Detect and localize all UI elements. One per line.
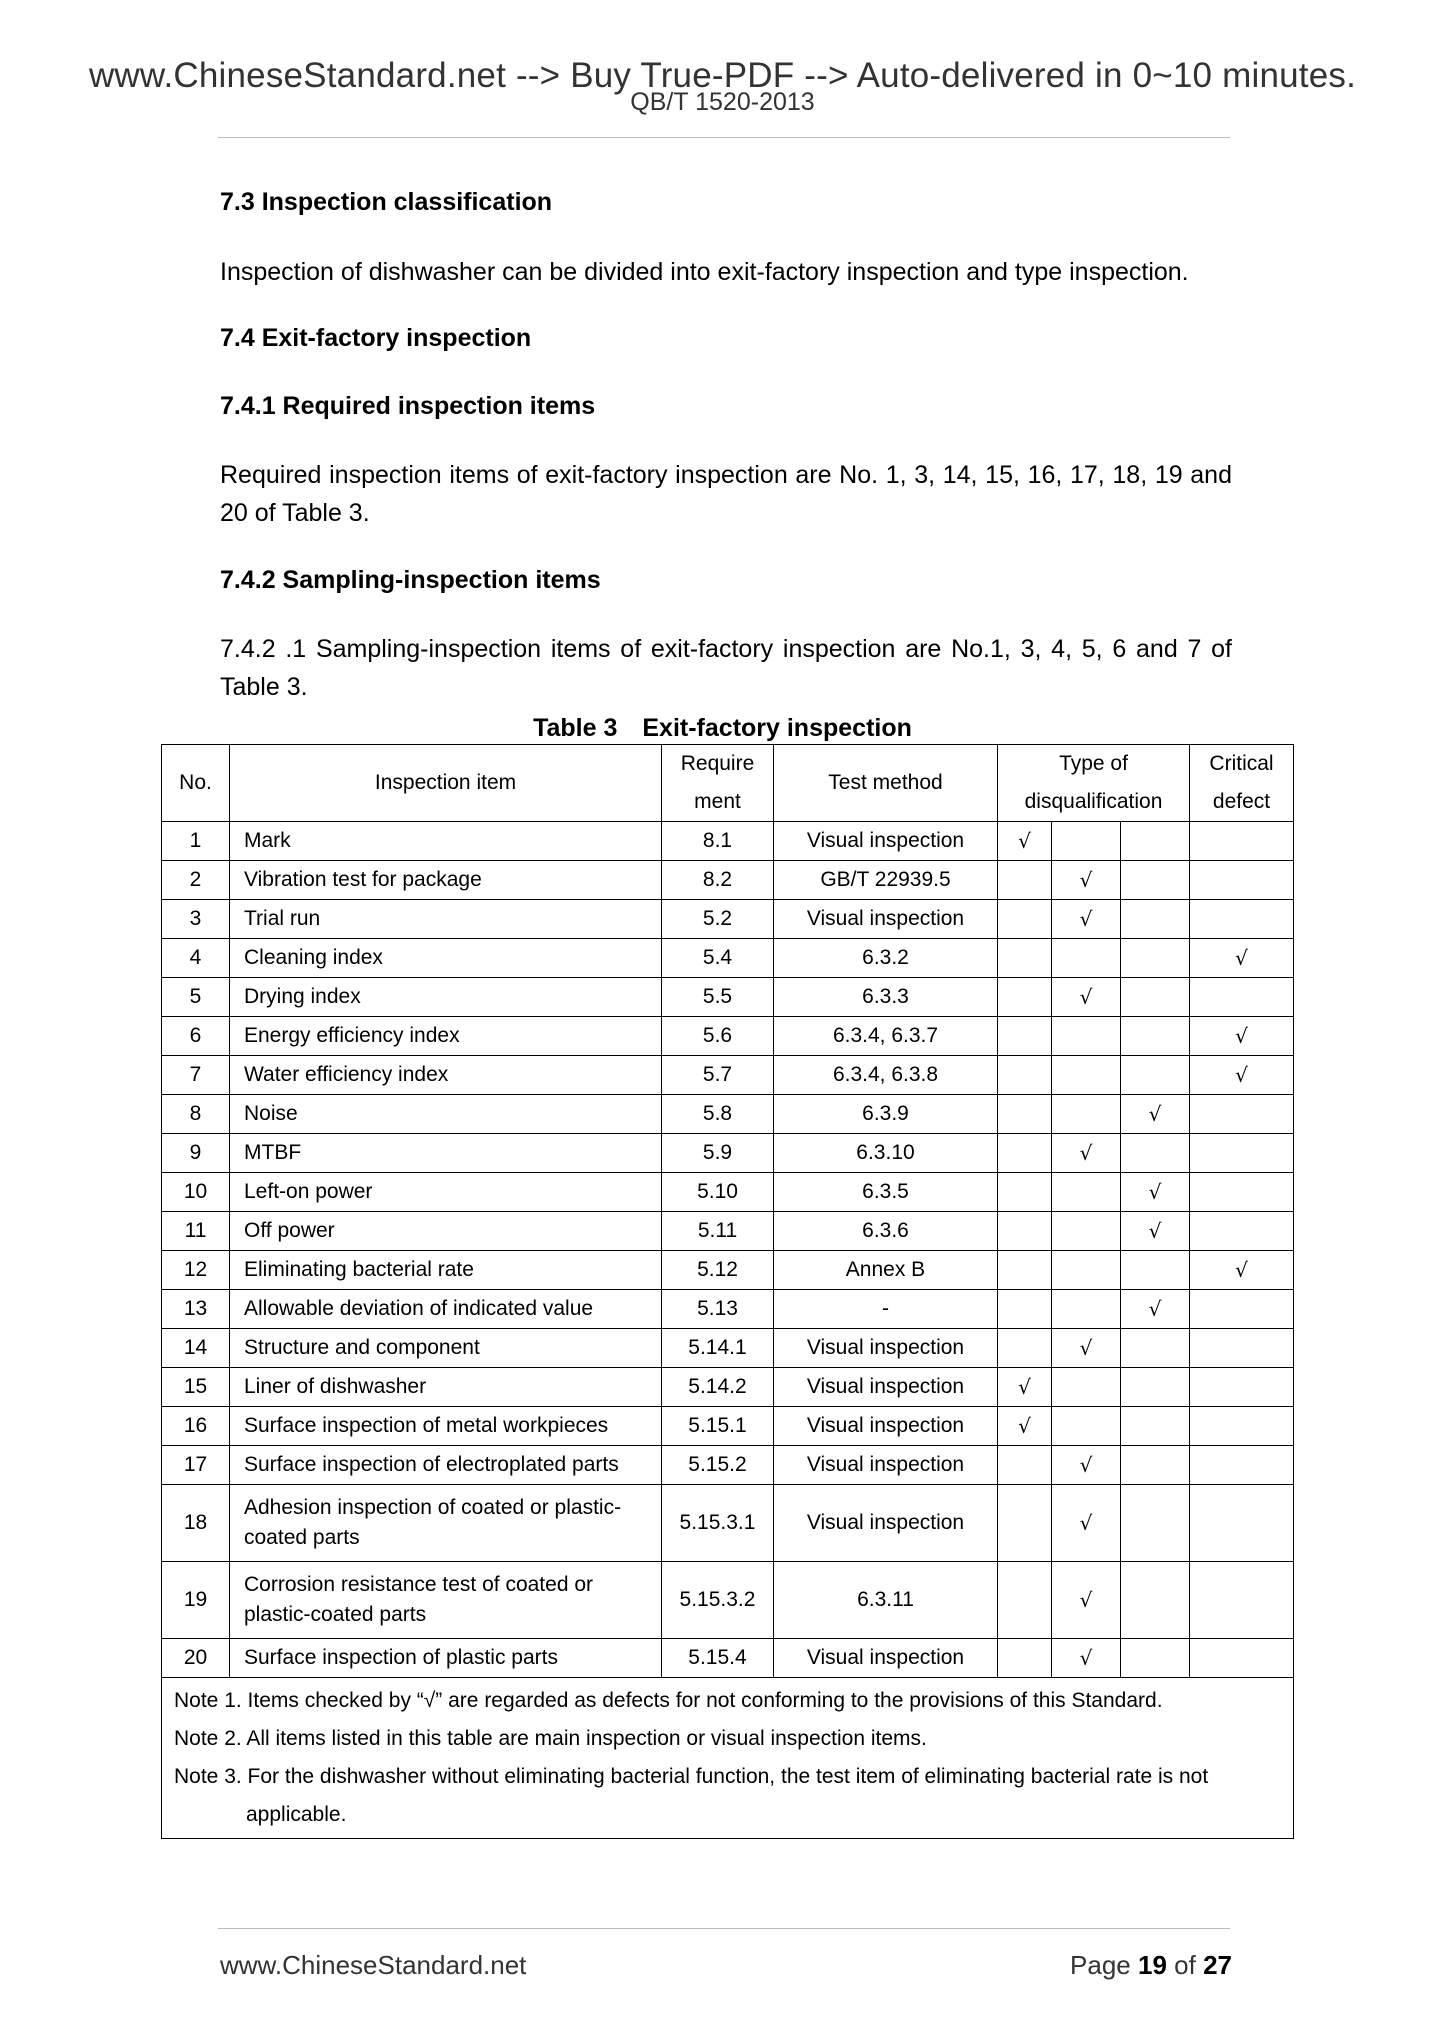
table-row xyxy=(162,900,1294,939)
row-disqualification-cell-3 xyxy=(1121,1407,1190,1446)
row-inspection-item: Left-on power xyxy=(230,1173,662,1212)
row-test-method: Visual inspection xyxy=(774,822,998,861)
check-mark: √ xyxy=(1018,829,1031,853)
row-test-method: 6.3.9 xyxy=(774,1095,998,1134)
section-7-3-text: Inspection of dishwasher can be divided into exit-factory inspection and type inspection. xyxy=(220,258,1189,286)
header-inspection-item: Inspection item xyxy=(230,745,662,822)
row-requirement: 5.4 xyxy=(662,939,774,978)
row-disqualification-cell-3 xyxy=(1121,900,1190,939)
table-notes-row xyxy=(162,1678,1294,1839)
row-no: 20 xyxy=(162,1639,230,1678)
row-no: 4 xyxy=(162,939,230,978)
row-disqualification-cell-1 xyxy=(998,822,1052,861)
row-test-method: 6.3.11 xyxy=(774,1562,998,1639)
row-test-method: 6.3.3 xyxy=(774,978,998,1017)
table-row xyxy=(162,1095,1294,1134)
row-disqualification-cell-1 xyxy=(998,900,1052,939)
table-row xyxy=(162,1056,1294,1095)
row-no: 14 xyxy=(162,1329,230,1368)
table-row xyxy=(162,1173,1294,1212)
page-of: of xyxy=(1174,1950,1196,1980)
row-inspection-item: Drying index xyxy=(230,978,662,1017)
row-disqualification-cell-1 xyxy=(998,1329,1052,1368)
table-row xyxy=(162,939,1294,978)
row-disqualification-cell-2 xyxy=(1052,1485,1121,1562)
row-requirement: 5.15.1 xyxy=(662,1407,774,1446)
row-disqualification-cell-3 xyxy=(1121,1290,1190,1329)
footer-divider xyxy=(218,1928,1230,1929)
row-critical-defect-cell xyxy=(1190,1290,1294,1329)
check-mark: √ xyxy=(1148,1297,1162,1321)
row-test-method: 6.3.2 xyxy=(774,939,998,978)
table-row xyxy=(162,1562,1294,1639)
row-disqualification-cell-1 xyxy=(998,1212,1052,1251)
row-disqualification-cell-3 xyxy=(1121,1056,1190,1095)
row-disqualification-cell-2 xyxy=(1052,1562,1121,1639)
row-test-method: Annex B xyxy=(774,1251,998,1290)
row-test-method: Visual inspection xyxy=(774,1446,998,1485)
row-disqualification-cell-1 xyxy=(998,1368,1052,1407)
row-disqualification-cell-2 xyxy=(1052,939,1121,978)
check-mark: √ xyxy=(1235,946,1248,970)
row-no: 9 xyxy=(162,1134,230,1173)
row-inspection-item: Cleaning index xyxy=(230,939,662,978)
row-disqualification-cell-3 xyxy=(1121,939,1190,978)
header-critical-line1: Critical xyxy=(1209,752,1274,775)
row-no: 15 xyxy=(162,1368,230,1407)
note-line: Note 1. Items checked by “√” are regarded as defects for not conforming to the provisions of this Standard. xyxy=(174,1689,1163,1712)
row-disqualification-cell-3 xyxy=(1121,1329,1190,1368)
row-inspection-item: Water efficiency index xyxy=(230,1056,662,1095)
row-disqualification-cell-3 xyxy=(1121,1173,1190,1212)
row-disqualification-cell-2 xyxy=(1052,1017,1121,1056)
section-7-4-1-text: Required inspection items of exit-factory inspection are No. 1, 3, 14, 15, 16, 17, 18, 19 and 20 of Table 3. xyxy=(220,461,1232,527)
row-critical-defect-cell xyxy=(1190,1134,1294,1173)
header-critical-defect xyxy=(1190,745,1294,822)
row-critical-defect-cell xyxy=(1190,1368,1294,1407)
table-row xyxy=(162,1251,1294,1290)
section-7-4-2-1-text: 7.4.2 .1 Sampling-inspection items of exit-factory inspection are No.1, 3, 4, 5, 6 and 7 of Table 3. xyxy=(220,635,1232,701)
row-inspection-item xyxy=(230,1562,662,1639)
row-critical-defect-cell xyxy=(1190,939,1294,978)
table-header-row xyxy=(162,745,1294,822)
row-disqualification-cell-2 xyxy=(1052,1095,1121,1134)
header-test-method: Test method xyxy=(774,745,998,822)
row-no: 6 xyxy=(162,1017,230,1056)
row-disqualification-cell-2 xyxy=(1052,978,1121,1017)
check-mark: √ xyxy=(1079,1453,1093,1477)
page-number xyxy=(1070,1950,1232,1981)
row-inspection-item: Surface inspection of plastic parts xyxy=(230,1639,662,1678)
row-critical-defect-cell xyxy=(1190,861,1294,900)
row-requirement: 5.15.4 xyxy=(662,1639,774,1678)
row-inspection-item: Allowable deviation of indicated value xyxy=(230,1290,662,1329)
row-no: 19 xyxy=(162,1562,230,1639)
row-no: 18 xyxy=(162,1485,230,1562)
header-type-of-disqualification xyxy=(998,745,1190,822)
row-requirement: 5.15.3.1 xyxy=(662,1485,774,1562)
header-critical-line2: defect xyxy=(1212,790,1271,813)
row-no: 5 xyxy=(162,978,230,1017)
header-type-line1: Type of xyxy=(1059,752,1128,775)
table-caption: Table 3 Exit-factory inspection xyxy=(533,714,912,742)
row-inspection-item-line2: plastic-coated parts xyxy=(244,1603,427,1626)
row-test-method: Visual inspection xyxy=(774,1485,998,1562)
row-inspection-item: Off power xyxy=(230,1212,662,1251)
check-mark: √ xyxy=(1235,1258,1248,1282)
row-no: 10 xyxy=(162,1173,230,1212)
row-disqualification-cell-1 xyxy=(998,1173,1052,1212)
row-disqualification-cell-1 xyxy=(998,1562,1052,1639)
row-requirement: 5.2 xyxy=(662,900,774,939)
row-disqualification-cell-1 xyxy=(998,1095,1052,1134)
check-mark: √ xyxy=(1079,868,1093,892)
row-inspection-item: Structure and component xyxy=(230,1329,662,1368)
check-mark: √ xyxy=(1079,1141,1093,1165)
row-requirement: 5.5 xyxy=(662,978,774,1017)
row-no: 12 xyxy=(162,1251,230,1290)
row-disqualification-cell-1 xyxy=(998,1056,1052,1095)
row-requirement: 8.2 xyxy=(662,861,774,900)
row-disqualification-cell-2 xyxy=(1052,1639,1121,1678)
table-row xyxy=(162,1017,1294,1056)
row-critical-defect-cell xyxy=(1190,900,1294,939)
row-critical-defect-cell xyxy=(1190,1329,1294,1368)
section-7-4-1-title: 7.4.1 Required inspection items xyxy=(220,392,596,420)
header-requirement-line1: Require xyxy=(680,752,755,775)
header-divider xyxy=(218,137,1230,138)
row-requirement: 5.11 xyxy=(662,1212,774,1251)
row-requirement: 8.1 xyxy=(662,822,774,861)
check-mark: √ xyxy=(1079,1646,1093,1670)
check-mark: √ xyxy=(1235,1063,1248,1087)
check-mark: √ xyxy=(1079,1588,1093,1612)
section-7-4-2-title: 7.4.2 Sampling-inspection items xyxy=(220,566,601,594)
check-mark: √ xyxy=(1018,1414,1031,1438)
row-disqualification-cell-2 xyxy=(1052,900,1121,939)
row-no: 7 xyxy=(162,1056,230,1095)
page-current: 19 xyxy=(1138,1950,1167,1980)
row-disqualification-cell-2 xyxy=(1052,1173,1121,1212)
table-row xyxy=(162,1290,1294,1329)
exit-factory-inspection-table xyxy=(161,744,1294,1839)
row-disqualification-cell-2 xyxy=(1052,1407,1121,1446)
row-test-method: - xyxy=(774,1290,998,1329)
page-total: 27 xyxy=(1203,1950,1232,1980)
check-mark: √ xyxy=(1079,907,1093,931)
table-row xyxy=(162,1134,1294,1173)
row-disqualification-cell-1 xyxy=(998,1017,1052,1056)
row-requirement: 5.9 xyxy=(662,1134,774,1173)
row-test-method: 6.3.6 xyxy=(774,1212,998,1251)
row-no: 16 xyxy=(162,1407,230,1446)
row-test-method: 6.3.4, 6.3.8 xyxy=(774,1056,998,1095)
row-disqualification-cell-1 xyxy=(998,1639,1052,1678)
table-row xyxy=(162,1407,1294,1446)
row-requirement: 5.15.2 xyxy=(662,1446,774,1485)
row-critical-defect-cell xyxy=(1190,1485,1294,1562)
section-7-4-title: 7.4 Exit-factory inspection xyxy=(220,324,532,352)
row-disqualification-cell-3 xyxy=(1121,1562,1190,1639)
check-mark: √ xyxy=(1079,1511,1093,1535)
row-inspection-item: Energy efficiency index xyxy=(230,1017,662,1056)
row-critical-defect-cell xyxy=(1190,1251,1294,1290)
row-disqualification-cell-1 xyxy=(998,1485,1052,1562)
row-inspection-item: Trial run xyxy=(230,900,662,939)
row-disqualification-cell-2 xyxy=(1052,861,1121,900)
row-no: 13 xyxy=(162,1290,230,1329)
banner-text: www.ChineseStandard.net --> Buy True-PDF --> Auto-delivered in 0~10 minutes. xyxy=(88,56,1357,95)
row-critical-defect-cell xyxy=(1190,978,1294,1017)
row-disqualification-cell-3 xyxy=(1121,1134,1190,1173)
footer-site: www.ChineseStandard.net xyxy=(220,1950,527,1980)
check-mark: √ xyxy=(1235,1024,1248,1048)
row-critical-defect-cell xyxy=(1190,822,1294,861)
row-disqualification-cell-1 xyxy=(998,1290,1052,1329)
table-row xyxy=(162,1329,1294,1368)
row-disqualification-cell-1 xyxy=(998,978,1052,1017)
row-test-method: 6.3.5 xyxy=(774,1173,998,1212)
header-type-line2: disqualification xyxy=(1024,790,1163,813)
row-disqualification-cell-2 xyxy=(1052,1056,1121,1095)
row-disqualification-cell-3 xyxy=(1121,1095,1190,1134)
check-mark: √ xyxy=(1148,1180,1162,1204)
header-no: No. xyxy=(162,745,230,822)
row-no: 11 xyxy=(162,1212,230,1251)
row-disqualification-cell-1 xyxy=(998,861,1052,900)
row-critical-defect-cell xyxy=(1190,1056,1294,1095)
row-critical-defect-cell xyxy=(1190,1212,1294,1251)
note-line: Note 3. For the dishwasher without eliminating bacterial function, the test item of eliminating bacterial rate is not xyxy=(174,1765,1209,1788)
row-disqualification-cell-1 xyxy=(998,1134,1052,1173)
row-disqualification-cell-2 xyxy=(1052,1251,1121,1290)
row-critical-defect-cell xyxy=(1190,1017,1294,1056)
row-disqualification-cell-3 xyxy=(1121,822,1190,861)
row-disqualification-cell-2 xyxy=(1052,1446,1121,1485)
table-row xyxy=(162,978,1294,1017)
row-disqualification-cell-3 xyxy=(1121,978,1190,1017)
row-inspection-item: Vibration test for package xyxy=(230,861,662,900)
row-inspection-item: Noise xyxy=(230,1095,662,1134)
row-disqualification-cell-1 xyxy=(998,1446,1052,1485)
row-test-method: Visual inspection xyxy=(774,1329,998,1368)
row-critical-defect-cell xyxy=(1190,1095,1294,1134)
row-inspection-item: MTBF xyxy=(230,1134,662,1173)
table-row xyxy=(162,1485,1294,1562)
note-line: applicable. xyxy=(246,1803,347,1826)
row-disqualification-cell-2 xyxy=(1052,1290,1121,1329)
row-critical-defect-cell xyxy=(1190,1562,1294,1639)
row-inspection-item-line1: Adhesion inspection of coated or plastic- xyxy=(244,1496,622,1519)
note-line: Note 2. All items listed in this table are main inspection or visual inspection items. xyxy=(174,1727,927,1750)
row-disqualification-cell-2 xyxy=(1052,1368,1121,1407)
row-disqualification-cell-2 xyxy=(1052,1329,1121,1368)
row-inspection-item: Eliminating bacterial rate xyxy=(230,1251,662,1290)
row-no: 1 xyxy=(162,822,230,861)
row-requirement: 5.8 xyxy=(662,1095,774,1134)
row-test-method: Visual inspection xyxy=(774,1407,998,1446)
row-test-method: GB/T 22939.5 xyxy=(774,861,998,900)
row-requirement: 5.10 xyxy=(662,1173,774,1212)
check-mark: √ xyxy=(1079,1336,1093,1360)
row-disqualification-cell-1 xyxy=(998,939,1052,978)
table-row xyxy=(162,861,1294,900)
document-id: QB/T 1520-2013 xyxy=(630,88,815,116)
row-no: 8 xyxy=(162,1095,230,1134)
row-critical-defect-cell xyxy=(1190,1173,1294,1212)
row-test-method: 6.3.4, 6.3.7 xyxy=(774,1017,998,1056)
row-disqualification-cell-3 xyxy=(1121,1446,1190,1485)
row-disqualification-cell-3 xyxy=(1121,1017,1190,1056)
check-mark: √ xyxy=(1018,1375,1031,1399)
row-disqualification-cell-3 xyxy=(1121,1368,1190,1407)
table-row xyxy=(162,1368,1294,1407)
row-requirement: 5.13 xyxy=(662,1290,774,1329)
row-critical-defect-cell xyxy=(1190,1639,1294,1678)
row-disqualification-cell-1 xyxy=(998,1251,1052,1290)
row-inspection-item: Liner of dishwasher xyxy=(230,1368,662,1407)
row-test-method: 6.3.10 xyxy=(774,1134,998,1173)
row-inspection-item-line2: coated parts xyxy=(244,1526,360,1549)
row-no: 2 xyxy=(162,861,230,900)
check-mark: √ xyxy=(1148,1219,1162,1243)
row-requirement: 5.15.3.2 xyxy=(662,1562,774,1639)
table-row xyxy=(162,1446,1294,1485)
row-disqualification-cell-3 xyxy=(1121,1251,1190,1290)
row-disqualification-cell-3 xyxy=(1121,1485,1190,1562)
row-requirement: 5.7 xyxy=(662,1056,774,1095)
table-row xyxy=(162,822,1294,861)
table-row xyxy=(162,1212,1294,1251)
row-requirement: 5.6 xyxy=(662,1017,774,1056)
row-disqualification-cell-1 xyxy=(998,1407,1052,1446)
row-no: 3 xyxy=(162,900,230,939)
row-requirement: 5.12 xyxy=(662,1251,774,1290)
row-disqualification-cell-3 xyxy=(1121,861,1190,900)
row-requirement: 5.14.1 xyxy=(662,1329,774,1368)
table-row xyxy=(162,1639,1294,1678)
row-test-method: Visual inspection xyxy=(774,900,998,939)
row-test-method: Visual inspection xyxy=(774,1368,998,1407)
row-disqualification-cell-3 xyxy=(1121,1639,1190,1678)
section-7-3-title: 7.3 Inspection classification xyxy=(220,188,553,216)
row-disqualification-cell-2 xyxy=(1052,822,1121,861)
row-disqualification-cell-2 xyxy=(1052,1134,1121,1173)
page-prefix: Page xyxy=(1070,1950,1131,1980)
table-notes xyxy=(162,1678,1294,1839)
row-requirement: 5.14.2 xyxy=(662,1368,774,1407)
row-inspection-item: Mark xyxy=(230,822,662,861)
check-mark: √ xyxy=(1079,985,1093,1009)
header-requirement-line2: ment xyxy=(694,790,741,813)
header-requirement xyxy=(662,745,774,822)
row-disqualification-cell-2 xyxy=(1052,1212,1121,1251)
row-no: 17 xyxy=(162,1446,230,1485)
row-inspection-item: Surface inspection of electroplated parts xyxy=(230,1446,662,1485)
row-test-method: Visual inspection xyxy=(774,1639,998,1678)
row-critical-defect-cell xyxy=(1190,1446,1294,1485)
row-inspection-item-line1: Corrosion resistance test of coated or xyxy=(244,1573,594,1596)
row-critical-defect-cell xyxy=(1190,1407,1294,1446)
check-mark: √ xyxy=(1148,1102,1162,1126)
row-disqualification-cell-3 xyxy=(1121,1212,1190,1251)
row-inspection-item: Surface inspection of metal workpieces xyxy=(230,1407,662,1446)
row-inspection-item xyxy=(230,1485,662,1562)
